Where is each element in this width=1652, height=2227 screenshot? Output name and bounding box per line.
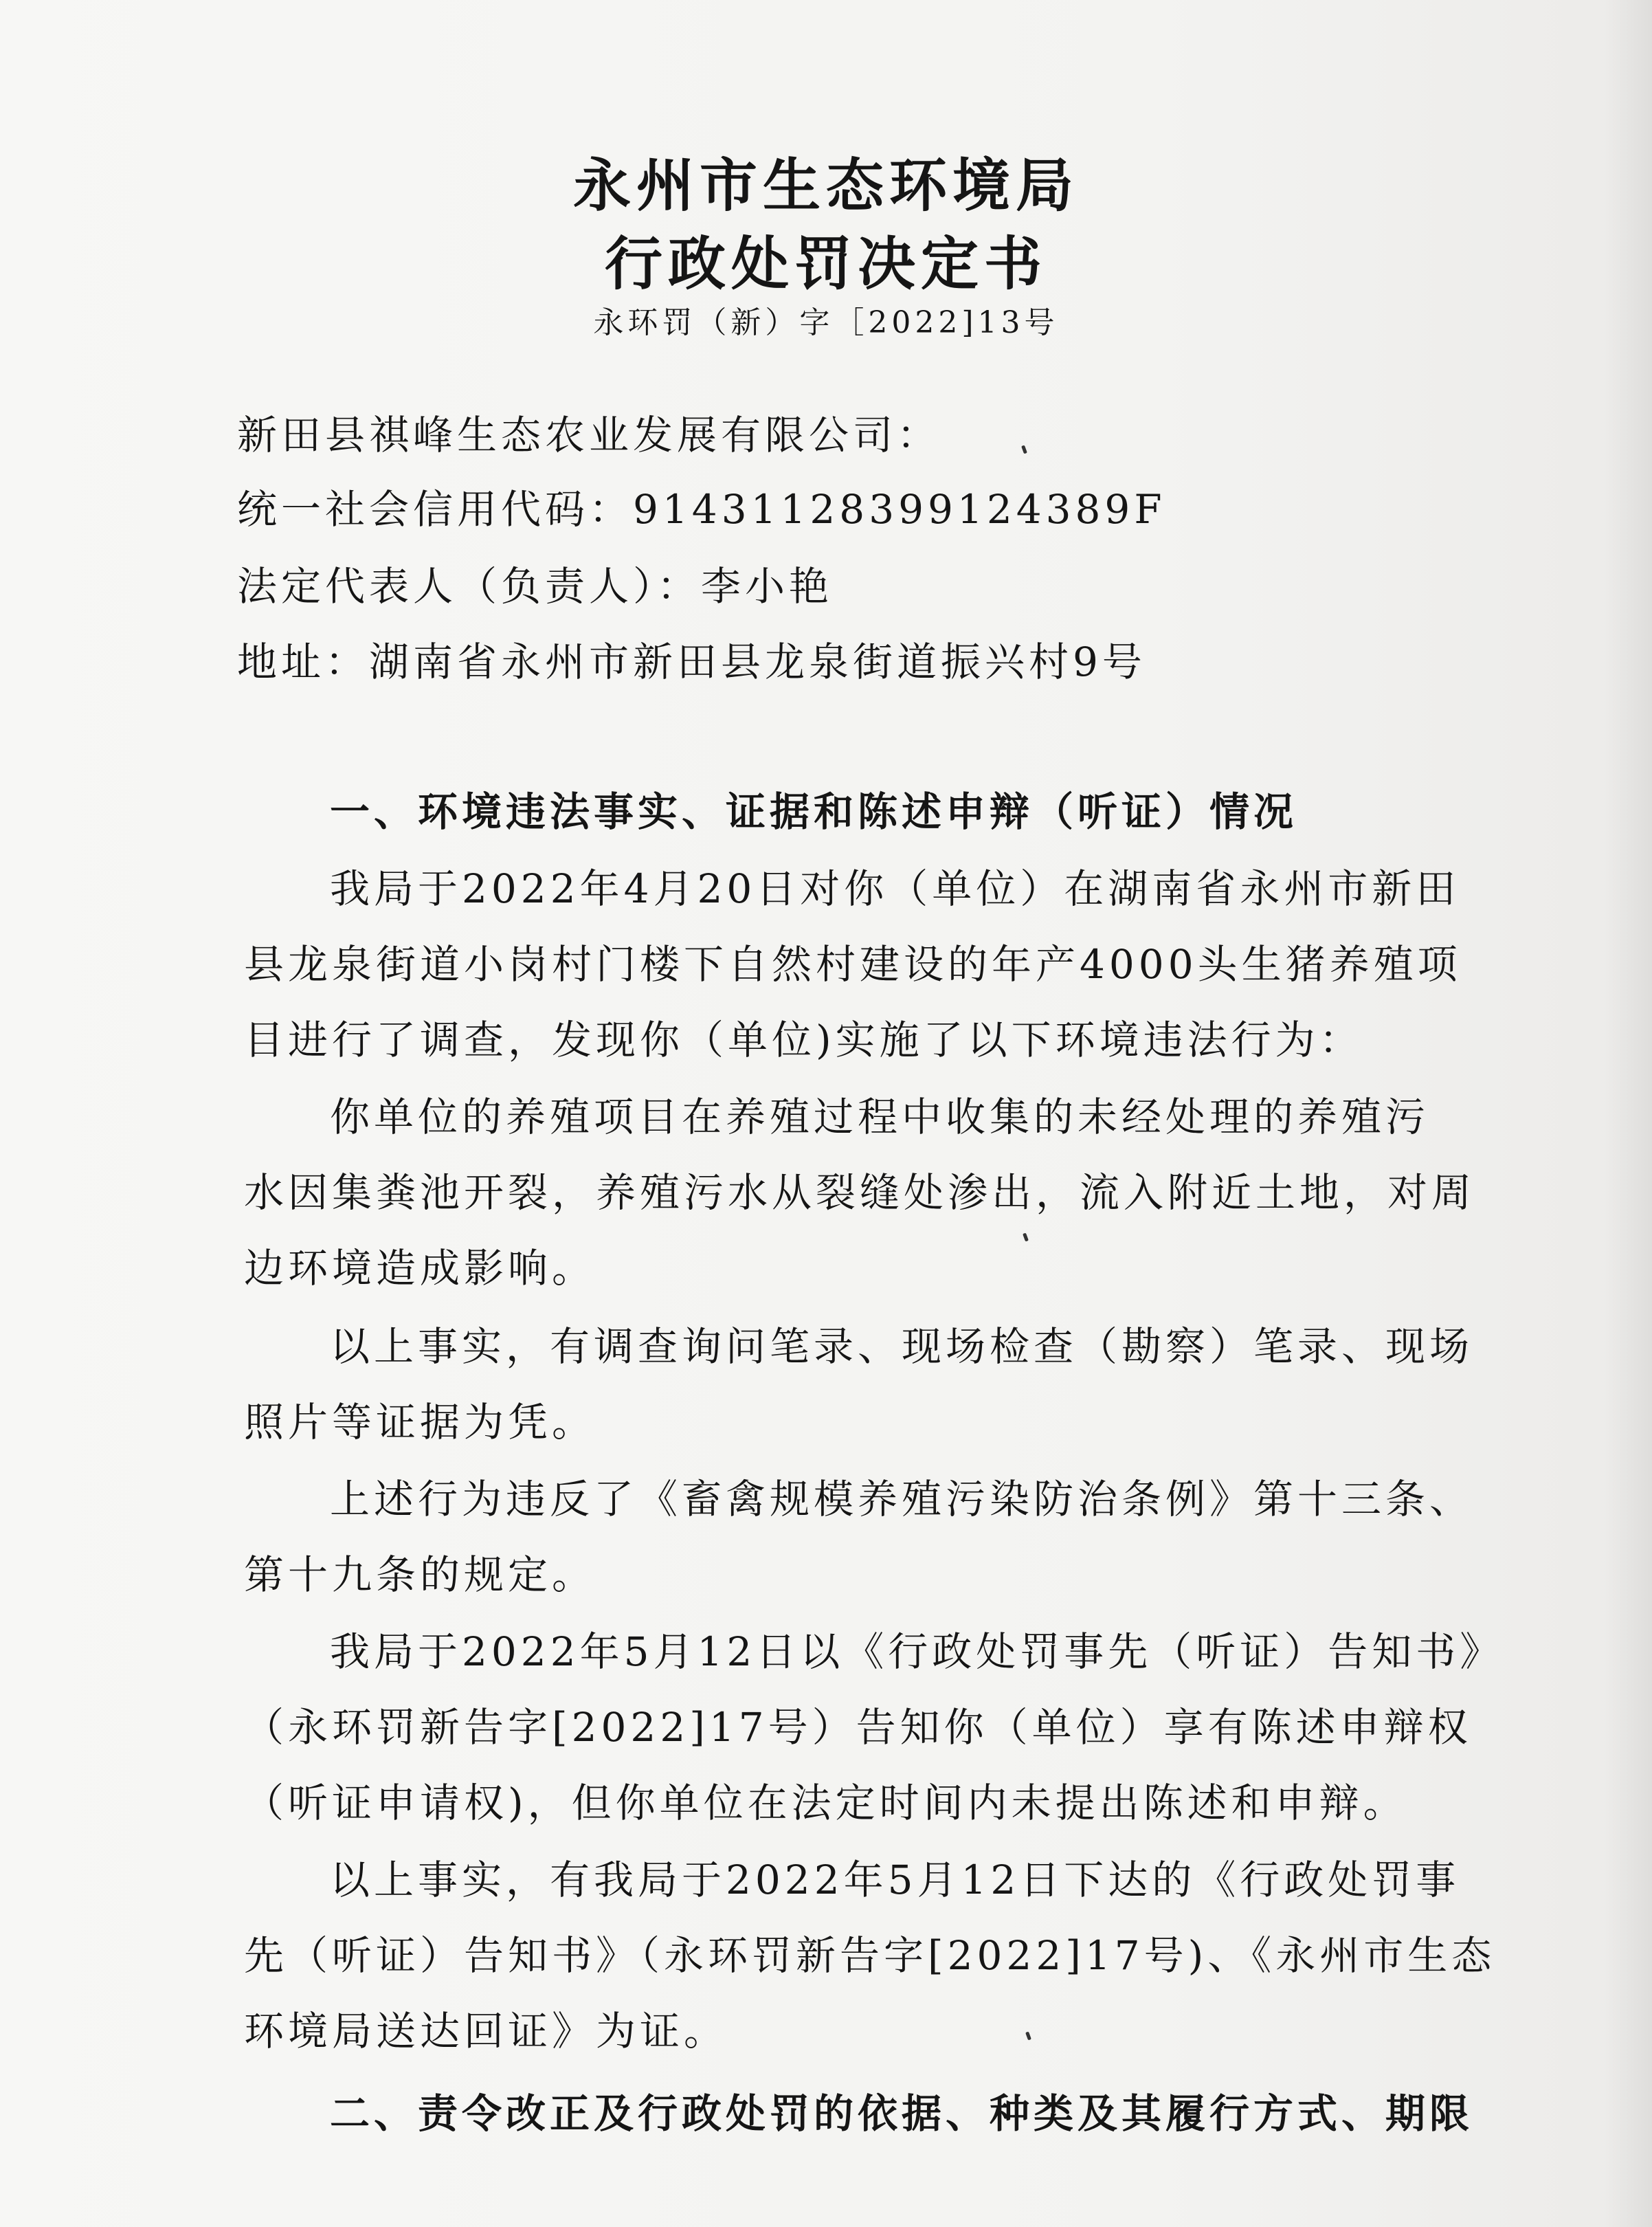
ink-speck [1023,1233,1029,1242]
paragraph-line: 第十九条的规定。 [244,1551,596,1598]
paragraph-line: 以上事实，有调查询问笔录、现场检查（勘察）笔录、现场 [330,1323,1474,1370]
paragraph-line: （听证申请权)，但你单位在法定时间内未提出陈述和申辩。 [244,1780,1407,1826]
party-company-name: 新田县祺峰生态农业发展有限公司： [237,412,941,458]
paragraph-line: 我局于2022年4月20日对你（单位）在湖南省永州市新田 [330,865,1460,912]
paragraph-line: 我局于2022年5月12日以《行政处罚事先（听证）告知书》 [330,1628,1504,1675]
section-2-heading: 二、责令改正及行政处罚的依据、种类及其履行方式、期限 [330,2090,1474,2137]
paragraph-line: 你单位的养殖项目在养殖过程中收集的未经处理的养殖污 [330,1094,1430,1140]
paragraph-line: 边环境造成影响。 [244,1245,596,1292]
paragraph-line: 水因集粪池开裂，养殖污水从裂缝处渗出，流入附近土地，对周 [244,1169,1476,1216]
paragraph-line: 照片等证据为凭。 [244,1399,596,1445]
document-title-issuer: 永州市生态环境局 [572,152,1079,219]
party-legal-representative: 法定代表人（负责人）：李小艳 [237,563,834,610]
ink-speck [1021,445,1027,454]
paragraph-line: 县龙泉街道小岗村门楼下自然村建设的年产4000头生猪养殖项 [244,941,1462,988]
ink-speck [1025,2032,1031,2041]
paragraph-line: 先（听证）告知书》（永环罚新告字[2022]17号)、《永州市生态 [244,1932,1496,1979]
paragraph-line: 目进行了调查，发现你（单位)实施了以下环境违法行为： [244,1017,1363,1063]
party-address: 地址：湖南省永州市新田县龙泉街道振兴村9号 [237,639,1146,685]
document-title-type: 行政处罚决定书 [604,230,1047,298]
section-1-heading: 一、环境违法事实、证据和陈述申辩（听证）情况 [330,788,1298,835]
paragraph-line: 环境局送达回证》为证。 [244,2008,728,2054]
party-credit-code: 统一社会信用代码：91431128399124389F [237,486,1166,533]
paragraph-line: 以上事实，有我局于2022年5月12日下达的《行政处罚事 [330,1857,1460,1903]
paragraph-line: （永环罚新告字[2022]17号）告知你（单位）享有陈述申辩权 [244,1704,1472,1751]
paragraph-line: 上述行为违反了《畜禽规模养殖污染防治条例》第十三条、 [330,1476,1474,1522]
document-number: 永环罚（新）字［2022]13号 [593,305,1059,340]
